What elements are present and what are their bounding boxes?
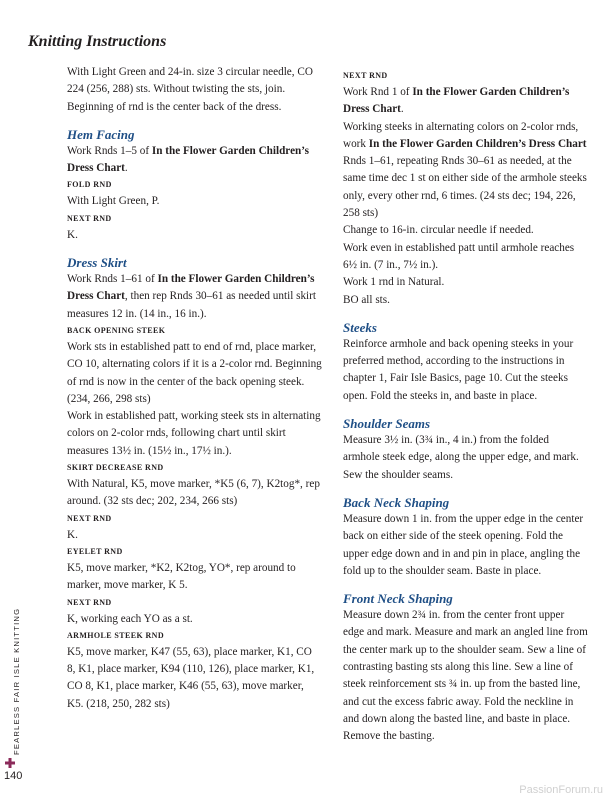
- back-steek-label: BACK OPENING STEEK: [67, 325, 166, 335]
- natural-rnd-text: Work 1 rnd in Natural.: [343, 276, 445, 289]
- front-neck-heading: Front Neck Shaping: [343, 591, 453, 607]
- fold-rnd-label: FOLD RND: [67, 180, 112, 190]
- bodice-steek-step: Working steeks in alternating colors on 2-color rnds, work In the Flower Garden Children’s Dress Chart Rnds 1–61, repeating Rnds 30–61 as needed, at the same time dec 1 st on either side of the armhole steeks only, every other rnd, 6 times. (24 sts dec; 194, 226, 258 sts): [343, 120, 587, 220]
- next-rnd-text: K, working each YO as a st.: [67, 612, 193, 625]
- dress-skirt-step: Work Rnds 1–61 of In the Flower Garden Children’s Dress Chart, then rep Rnds 30–61 as needed until skirt measures 12 in. (14 in., 16 in.).: [67, 273, 316, 320]
- cross-icon: [5, 758, 15, 768]
- eyelet-rnd-text: K5, move marker, *K2, K2tog, YO*, rep around to marker, move marker, K 5.: [67, 561, 296, 592]
- eyelet-rnd-label: EYELET RND: [67, 546, 123, 556]
- bind-off-text: BO all sts.: [343, 293, 390, 306]
- work-patt-text: Work in established patt, working steek sts in alternating colors on 2-color rnds, following chart until skirt measures 13½ in. (15½ in., 17½ in.).: [67, 410, 321, 457]
- front-neck-text: Measure down 2¾ in. from the center front upper edge and mark. Measure and mark an angled line from the center mark up to the shoulder seam. Sew a line of contrasting basting sts along this line. Sew a line of steek reinforcement sts ¾ in. up from the basted line, and cut the excess fabric away. Fold the neckline in and down along the basted line, and baste in place. Remove the basting.: [343, 609, 588, 743]
- shoulder-seams-heading: Shoulder Seams: [343, 416, 431, 432]
- next-rnd-label: NEXT RND: [343, 71, 388, 80]
- armhole-steek-label: ARMHOLE STEEK RND: [67, 630, 165, 640]
- hem-facing-step: Work Rnds 1–5 of In the Flower Garden Children’s Dress Chart.: [67, 144, 309, 175]
- skirt-decrease-text: With Natural, K5, move marker, *K5 (6, 7), K2tog*, rep around. (32 sts dec; 202, 234, 266 sts): [67, 478, 320, 508]
- left-column: [67, 64, 323, 713]
- bodice-step: Work Rnd 1 of In the Flower Garden Children’s Dress Chart.: [343, 86, 570, 116]
- back-steek-text: Work sts in established patt to end of rnd, place marker, CO 10, alternating colors if it is a 2-color rnd. Beginning of rnd is now in the center of the back opening steek. (234, 266, 298 sts): [67, 340, 322, 405]
- dress-skirt-heading: Dress Skirt: [67, 255, 127, 271]
- work-even-text: Work even in established patt until armhole reaches 6½ in. (7 in., 7½ in.).: [343, 241, 575, 271]
- next-rnd-label: NEXT RND: [67, 597, 112, 607]
- intro-paragraph: With Light Green and 24-in. size 3 circular needle, CO 224 (256, 288) sts. Without twisting the sts, join. Beginning of rnd is the center back of the dress.: [67, 66, 313, 113]
- fold-rnd-text: With Light Green, P.: [67, 195, 160, 208]
- next-rnd-label: NEXT RND: [67, 513, 112, 523]
- shoulder-seams-text: Measure 3½ in. (3¾ in., 4 in.) from the folded armhole steek edge, along the upper edge, and mark. Sew the shoulder seams.: [343, 434, 579, 481]
- next-rnd-text: K.: [67, 228, 78, 241]
- right-column: [343, 68, 588, 746]
- page-number: 140: [4, 770, 23, 782]
- steeks-text: Reinforce armhole and back opening steeks in your preferred method, according to the instructions in chapter 1, Fair Isle Basics, page 10. Cut the steeks open. Fold the steeks in, and baste in place.: [343, 337, 574, 402]
- back-neck-heading: Back Neck Shaping: [343, 494, 450, 510]
- armhole-steek-text: K5, move marker, K47 (55, 63), place marker, K1, CO 8, K1, place marker, K94 (110, 126), place marker, K1, CO 8, K1, place marker, K46 (55, 63), move marker, K5. (218, 250, 282 sts): [67, 645, 315, 710]
- watermark: PassionForum.ru: [519, 784, 603, 796]
- page-title: Knitting Instructions: [28, 33, 167, 50]
- next-rnd-text: K.: [67, 528, 78, 541]
- needle-change-text: Change to 16-in. circular needle if needed.: [343, 224, 534, 237]
- next-rnd-label: NEXT RND: [67, 213, 112, 223]
- skirt-decrease-label: SKIRT DECREASE RND: [67, 463, 164, 473]
- running-footer: [2, 607, 21, 755]
- book-title-vertical: FEARLESS FAIR ISLE KNITTING: [12, 607, 21, 755]
- hem-facing-heading: Hem Facing: [67, 126, 135, 142]
- steeks-heading: Steeks: [343, 319, 377, 335]
- back-neck-text: Measure down 1 in. from the upper edge in the center back on either side of the steek opening. Fold the upper edge down and in and pin in place, angling the fold up to the shoulder seam. Baste in place.: [343, 512, 584, 577]
